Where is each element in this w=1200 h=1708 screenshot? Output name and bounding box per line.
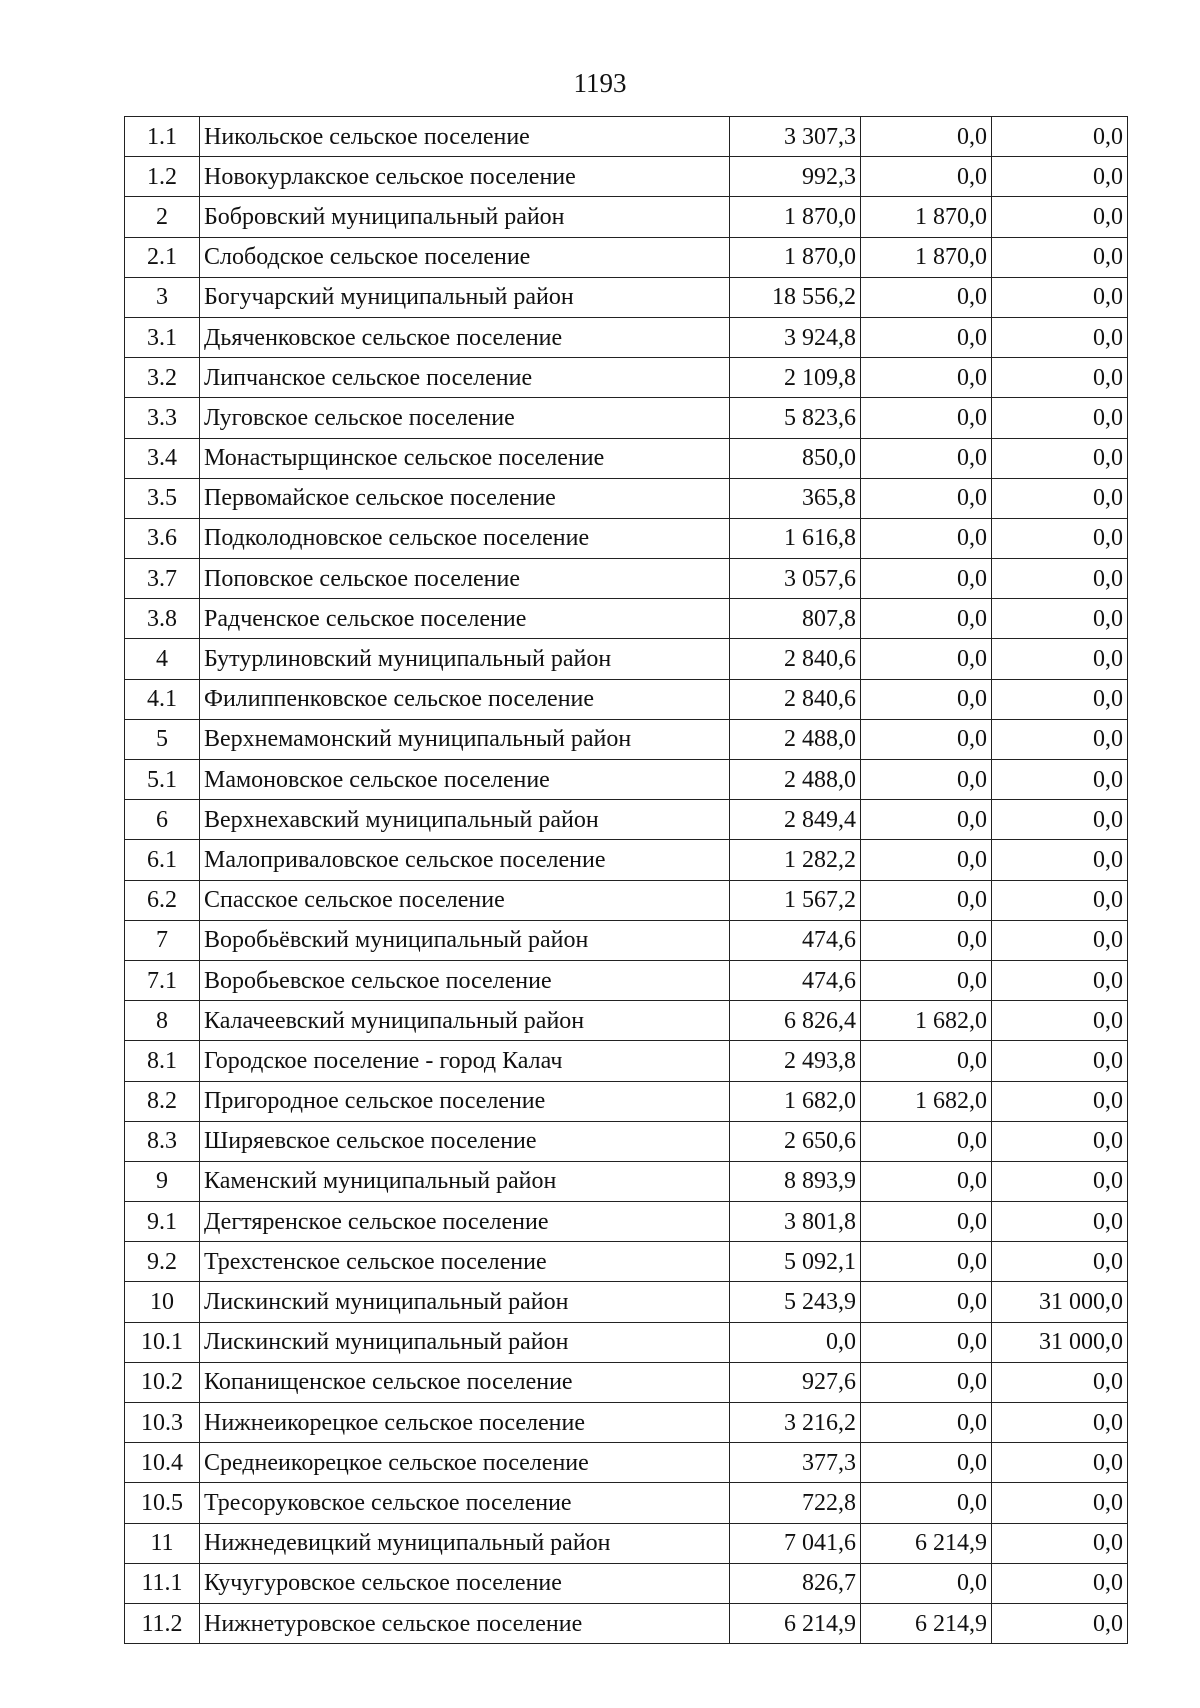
row-number-cell: 4.1 [125, 679, 200, 719]
row-number-cell: 6 [125, 800, 200, 840]
row-number-cell: 2.1 [125, 237, 200, 277]
amount-cell-1: 2 840,6 [730, 679, 861, 719]
table-row [125, 639, 1128, 679]
table-row [125, 438, 1128, 478]
amount-cell-1: 2 109,8 [730, 358, 861, 398]
amount-cell-2: 0,0 [861, 1161, 992, 1201]
amount-cell-2: 0,0 [861, 719, 992, 759]
amount-cell-1: 2 488,0 [730, 760, 861, 800]
amount-cell-1: 5 092,1 [730, 1242, 861, 1282]
table-row [125, 1362, 1128, 1402]
amount-cell-3: 0,0 [992, 599, 1128, 639]
amount-cell-2: 0,0 [861, 1242, 992, 1282]
amount-cell-2: 1 682,0 [861, 1081, 992, 1121]
territory-name-cell: Мамоновское сельское поселение [200, 760, 730, 800]
table-row [125, 1161, 1128, 1201]
amount-cell-3: 0,0 [992, 1443, 1128, 1483]
amount-cell-1: 377,3 [730, 1443, 861, 1483]
territory-name-cell: Новокурлакское сельское поселение [200, 157, 730, 197]
amount-cell-3: 0,0 [992, 960, 1128, 1000]
amount-cell-3: 0,0 [992, 1563, 1128, 1603]
territory-name-cell: Ширяевское сельское поселение [200, 1121, 730, 1161]
territory-name-cell: Городское поселение - город Калач [200, 1041, 730, 1081]
table-row [125, 559, 1128, 599]
amount-cell-2: 0,0 [861, 1443, 992, 1483]
row-number-cell: 11 [125, 1523, 200, 1563]
territory-name-cell: Липчанское сельское поселение [200, 358, 730, 398]
row-number-cell: 10 [125, 1282, 200, 1322]
territory-name-cell: Малоприваловское сельское поселение [200, 840, 730, 880]
amount-cell-3: 0,0 [992, 880, 1128, 920]
table-row [125, 760, 1128, 800]
territory-name-cell: Дегтяренское сельское поселение [200, 1202, 730, 1242]
table-row [125, 277, 1128, 317]
amount-cell-2: 0,0 [861, 1282, 992, 1322]
amount-cell-3: 0,0 [992, 277, 1128, 317]
table-row [125, 1483, 1128, 1523]
amount-cell-2: 0,0 [861, 1121, 992, 1161]
amount-cell-1: 3 924,8 [730, 317, 861, 357]
row-number-cell: 3.5 [125, 478, 200, 518]
amount-cell-1: 474,6 [730, 960, 861, 1000]
territory-name-cell: Филиппенковское сельское поселение [200, 679, 730, 719]
row-number-cell: 7.1 [125, 960, 200, 1000]
table-row [125, 1322, 1128, 1362]
territory-name-cell: Тресоруковское сельское поселение [200, 1483, 730, 1523]
amount-cell-3: 0,0 [992, 1202, 1128, 1242]
row-number-cell: 3.6 [125, 518, 200, 558]
amount-cell-3: 0,0 [992, 639, 1128, 679]
row-number-cell: 3 [125, 277, 200, 317]
row-number-cell: 5.1 [125, 760, 200, 800]
row-number-cell: 9 [125, 1161, 200, 1201]
territory-name-cell: Лискинский муниципальный район [200, 1282, 730, 1322]
row-number-cell: 11.2 [125, 1603, 200, 1643]
amount-cell-2: 0,0 [861, 599, 992, 639]
page-number: 1193 [573, 68, 627, 98]
table-row [125, 197, 1128, 237]
amount-cell-1: 7 041,6 [730, 1523, 861, 1563]
row-number-cell: 1.1 [125, 117, 200, 157]
row-number-cell: 9.1 [125, 1202, 200, 1242]
amount-cell-1: 5 823,6 [730, 398, 861, 438]
amount-cell-3: 0,0 [992, 920, 1128, 960]
row-number-cell: 8.3 [125, 1121, 200, 1161]
territory-name-cell: Никольское сельское поселение [200, 117, 730, 157]
territory-name-cell: Слободское сельское поселение [200, 237, 730, 277]
amount-cell-2: 6 214,9 [861, 1603, 992, 1643]
table-row [125, 1041, 1128, 1081]
row-number-cell: 11.1 [125, 1563, 200, 1603]
row-number-cell: 8.1 [125, 1041, 200, 1081]
row-number-cell: 3.8 [125, 599, 200, 639]
amount-cell-2: 0,0 [861, 840, 992, 880]
amount-cell-1: 1 682,0 [730, 1081, 861, 1121]
amount-cell-2: 0,0 [861, 1403, 992, 1443]
table-row [125, 358, 1128, 398]
amount-cell-3: 0,0 [992, 1362, 1128, 1402]
table-row [125, 800, 1128, 840]
amount-cell-3: 0,0 [992, 1121, 1128, 1161]
territory-name-cell: Подколодновское сельское поселение [200, 518, 730, 558]
table-row [125, 679, 1128, 719]
territory-name-cell: Первомайское сельское поселение [200, 478, 730, 518]
amount-cell-2: 0,0 [861, 639, 992, 679]
amount-cell-3: 0,0 [992, 478, 1128, 518]
amount-cell-3: 0,0 [992, 1403, 1128, 1443]
table-row [125, 920, 1128, 960]
territory-name-cell: Кучугуровское сельское поселение [200, 1563, 730, 1603]
amount-cell-3: 0,0 [992, 719, 1128, 759]
table-row [125, 1121, 1128, 1161]
amount-cell-2: 0,0 [861, 438, 992, 478]
amount-cell-2: 0,0 [861, 518, 992, 558]
table-row [125, 518, 1128, 558]
amount-cell-2: 0,0 [861, 880, 992, 920]
territory-name-cell: Каменский муниципальный район [200, 1161, 730, 1201]
amount-cell-3: 0,0 [992, 679, 1128, 719]
amount-cell-3: 0,0 [992, 1081, 1128, 1121]
table-row [125, 1202, 1128, 1242]
row-number-cell: 3.7 [125, 559, 200, 599]
amount-cell-2: 0,0 [861, 478, 992, 518]
row-number-cell: 6.2 [125, 880, 200, 920]
row-number-cell: 10.2 [125, 1362, 200, 1402]
amount-cell-3: 0,0 [992, 237, 1128, 277]
amount-cell-2: 0,0 [861, 559, 992, 599]
amount-cell-1: 8 893,9 [730, 1161, 861, 1201]
amount-cell-3: 0,0 [992, 840, 1128, 880]
amount-cell-1: 2 488,0 [730, 719, 861, 759]
amount-cell-2: 0,0 [861, 1322, 992, 1362]
amount-cell-1: 722,8 [730, 1483, 861, 1523]
amount-cell-1: 1 282,2 [730, 840, 861, 880]
amount-cell-3: 0,0 [992, 1483, 1128, 1523]
table-body [125, 117, 1128, 1644]
amount-cell-3: 0,0 [992, 1523, 1128, 1563]
territory-name-cell: Верхнемамонский муниципальный район [200, 719, 730, 759]
table-row [125, 157, 1128, 197]
amount-cell-2: 0,0 [861, 277, 992, 317]
amount-cell-2: 0,0 [861, 398, 992, 438]
territory-name-cell: Нижнедевицкий муниципальный район [200, 1523, 730, 1563]
amount-cell-2: 0,0 [861, 1202, 992, 1242]
table-row [125, 1403, 1128, 1443]
amount-cell-1: 1 567,2 [730, 880, 861, 920]
amount-cell-3: 0,0 [992, 317, 1128, 357]
amount-cell-1: 3 307,3 [730, 117, 861, 157]
row-number-cell: 9.2 [125, 1242, 200, 1282]
territory-name-cell: Дьяченковское сельское поселение [200, 317, 730, 357]
amount-cell-1: 826,7 [730, 1563, 861, 1603]
territory-name-cell: Лискинский муниципальный район [200, 1322, 730, 1362]
table-row [125, 478, 1128, 518]
row-number-cell: 2 [125, 197, 200, 237]
amount-cell-1: 2 849,4 [730, 800, 861, 840]
table-row [125, 960, 1128, 1000]
amount-cell-1: 850,0 [730, 438, 861, 478]
amount-cell-3: 0,0 [992, 157, 1128, 197]
row-number-cell: 1.2 [125, 157, 200, 197]
amount-cell-1: 6 826,4 [730, 1001, 861, 1041]
territory-name-cell: Трехстенское сельское поселение [200, 1242, 730, 1282]
territory-name-cell: Воробьевское сельское поселение [200, 960, 730, 1000]
table-row [125, 1443, 1128, 1483]
amount-cell-1: 474,6 [730, 920, 861, 960]
amount-cell-2: 0,0 [861, 800, 992, 840]
amount-cell-1: 1 870,0 [730, 197, 861, 237]
amount-cell-3: 0,0 [992, 398, 1128, 438]
amount-cell-2: 0,0 [861, 1563, 992, 1603]
amount-cell-2: 0,0 [861, 117, 992, 157]
amount-cell-2: 0,0 [861, 760, 992, 800]
table-row [125, 880, 1128, 920]
amount-cell-2: 0,0 [861, 1041, 992, 1081]
row-number-cell: 8.2 [125, 1081, 200, 1121]
amount-cell-2: 6 214,9 [861, 1523, 992, 1563]
territory-name-cell: Копанищенское сельское поселение [200, 1362, 730, 1402]
territory-name-cell: Монастырщинское сельское поселение [200, 438, 730, 478]
amount-cell-3: 0,0 [992, 117, 1128, 157]
amount-cell-3: 31 000,0 [992, 1322, 1128, 1362]
territory-name-cell: Среднеикорецкое сельское поселение [200, 1443, 730, 1483]
amount-cell-2: 0,0 [861, 960, 992, 1000]
amount-cell-1: 1 870,0 [730, 237, 861, 277]
row-number-cell: 7 [125, 920, 200, 960]
amount-cell-3: 0,0 [992, 1603, 1128, 1643]
table-row [125, 237, 1128, 277]
table-row [125, 1523, 1128, 1563]
amount-cell-3: 0,0 [992, 760, 1128, 800]
row-number-cell: 10.3 [125, 1403, 200, 1443]
row-number-cell: 6.1 [125, 840, 200, 880]
amount-cell-1: 3 057,6 [730, 559, 861, 599]
amount-cell-2: 0,0 [861, 1483, 992, 1523]
territory-name-cell: Нижнеикорецкое сельское поселение [200, 1403, 730, 1443]
table-row [125, 1001, 1128, 1041]
amount-cell-3: 0,0 [992, 438, 1128, 478]
amount-cell-1: 2 650,6 [730, 1121, 861, 1161]
table-row [125, 840, 1128, 880]
row-number-cell: 3.1 [125, 317, 200, 357]
territory-name-cell: Бутурлиновский муниципальный район [200, 639, 730, 679]
row-number-cell: 3.2 [125, 358, 200, 398]
amount-cell-2: 0,0 [861, 1362, 992, 1402]
amount-cell-1: 1 616,8 [730, 518, 861, 558]
table-row [125, 398, 1128, 438]
amount-cell-1: 0,0 [730, 1322, 861, 1362]
amount-cell-1: 2 840,6 [730, 639, 861, 679]
row-number-cell: 10.1 [125, 1322, 200, 1362]
amount-cell-1: 18 556,2 [730, 277, 861, 317]
row-number-cell: 8 [125, 1001, 200, 1041]
amount-cell-3: 0,0 [992, 1242, 1128, 1282]
amount-cell-1: 3 216,2 [730, 1403, 861, 1443]
territory-name-cell: Богучарский муниципальный район [200, 277, 730, 317]
table-row [125, 1563, 1128, 1603]
territory-name-cell: Луговское сельское поселение [200, 398, 730, 438]
amount-cell-3: 0,0 [992, 559, 1128, 599]
amount-cell-1: 807,8 [730, 599, 861, 639]
amount-cell-1: 5 243,9 [730, 1282, 861, 1322]
table-row [125, 599, 1128, 639]
territory-name-cell: Калачеевский муниципальный район [200, 1001, 730, 1041]
amount-cell-3: 0,0 [992, 518, 1128, 558]
amount-cell-3: 0,0 [992, 1001, 1128, 1041]
table-row [125, 317, 1128, 357]
row-number-cell: 10.4 [125, 1443, 200, 1483]
territory-name-cell: Радченское сельское поселение [200, 599, 730, 639]
row-number-cell: 3.4 [125, 438, 200, 478]
row-number-cell: 5 [125, 719, 200, 759]
territory-name-cell: Поповское сельское поселение [200, 559, 730, 599]
amount-cell-2: 1 870,0 [861, 197, 992, 237]
table-row [125, 1081, 1128, 1121]
territory-name-cell: Верхнехавский муниципальный район [200, 800, 730, 840]
table-row [125, 1242, 1128, 1282]
amount-cell-2: 0,0 [861, 679, 992, 719]
row-number-cell: 10.5 [125, 1483, 200, 1523]
table-row [125, 117, 1128, 157]
amount-cell-2: 0,0 [861, 920, 992, 960]
amount-cell-1: 2 493,8 [730, 1041, 861, 1081]
amount-cell-2: 1 870,0 [861, 237, 992, 277]
table-row [125, 1282, 1128, 1322]
amount-cell-2: 0,0 [861, 157, 992, 197]
amount-cell-3: 0,0 [992, 197, 1128, 237]
allocation-table [124, 116, 1128, 1644]
amount-cell-1: 6 214,9 [730, 1603, 861, 1643]
amount-cell-1: 992,3 [730, 157, 861, 197]
amount-cell-1: 3 801,8 [730, 1202, 861, 1242]
territory-name-cell: Воробьёвский муниципальный район [200, 920, 730, 960]
territory-name-cell: Нижнетуровское сельское поселение [200, 1603, 730, 1643]
amount-cell-2: 0,0 [861, 317, 992, 357]
amount-cell-3: 0,0 [992, 1041, 1128, 1081]
amount-cell-2: 1 682,0 [861, 1001, 992, 1041]
amount-cell-3: 0,0 [992, 358, 1128, 398]
territory-name-cell: Спасское сельское поселение [200, 880, 730, 920]
territory-name-cell: Бобровский муниципальный район [200, 197, 730, 237]
amount-cell-1: 927,6 [730, 1362, 861, 1402]
amount-cell-3: 0,0 [992, 800, 1128, 840]
amount-cell-1: 365,8 [730, 478, 861, 518]
amount-cell-3: 31 000,0 [992, 1282, 1128, 1322]
table-row [125, 1603, 1128, 1643]
amount-cell-2: 0,0 [861, 358, 992, 398]
row-number-cell: 3.3 [125, 398, 200, 438]
table-row [125, 719, 1128, 759]
row-number-cell: 4 [125, 639, 200, 679]
territory-name-cell: Пригородное сельское поселение [200, 1081, 730, 1121]
amount-cell-3: 0,0 [992, 1161, 1128, 1201]
